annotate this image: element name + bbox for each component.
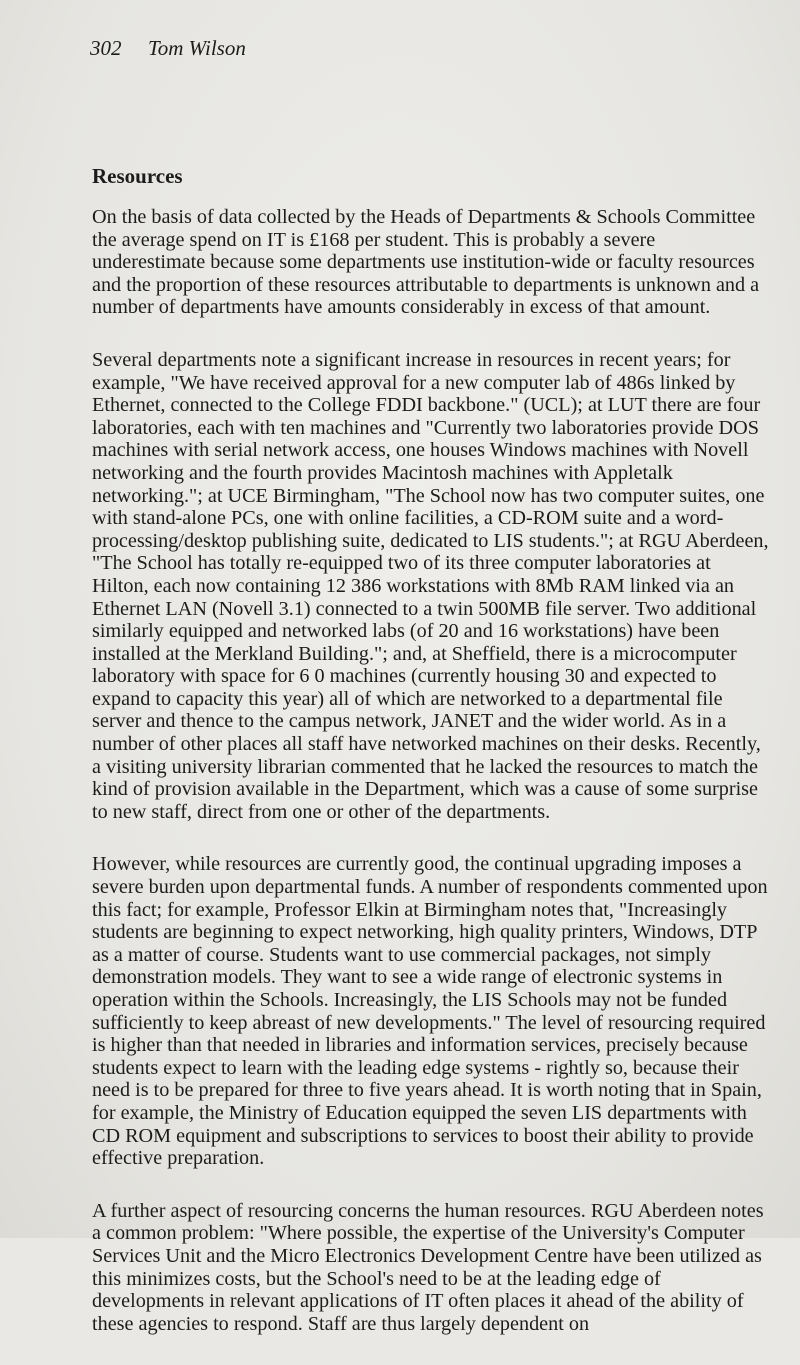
page-number: 302 xyxy=(90,36,122,60)
section-heading: Resources xyxy=(92,164,183,188)
paragraph: However, while resources are currently good, the continual upgrading imposes a severe burden upon departmental funds. A number of respondents commented upon this fact; for example, Professor Elkin at Birmingham notes that, "Increasingly students are beginning to expect networking, high quality printers, Windows, DTP as a matter of course. Students want to use commercial packages, not simply demonstration models. They want to see a wide range of electronic systems in operation within the Schools. Increasingly, the LIS Schools may not be funded sufficiently to keep abreast of new developments." The level of resourcing required is higher than that needed in libraries and information services, precisely because students expect to learn with the leading edge systems - rightly so, because their need is to be prepared for three to five years ahead. It is worth noting that in Spain, for example, the Ministry of Education equipped the seven LIS departments with CD ROM equipment and subscriptions to services to boost their ability to provide effective preparation. xyxy=(92,853,768,1170)
paragraph: Several departments note a significant increase in resources in recent years; for example, "We have received approval for a new computer lab of 486s linked by Ethernet, connected to the College FDDI backbone." (UCL); at LUT there are four laboratories, each with ten machines and "Currently two laboratories provide DOS machines with serial network access, one houses Windows machines with Novell networking and the fourth provides Macintosh machines with Appletalk networking."; at UCE Birmingham, "The School now has two computer suites, one with stand-alone PCs, one with online facilities, a CD-ROM suite and a word-processing/desktop publishing suite, dedicated to LIS students."; at RGU Aberdeen, "The School has totally re-equipped two of its three computer laboratories at Hilton, each now containing 12 386 workstations with 8Mb RAM linked via an Ethernet LAN (Novell 3.1) connected to a twin 500MB file server. Two additional similarly equipped and networked labs (of 20 and 16 workstations) have been installed at the Merkland Building."; and, at Sheffield, there is a microcomputer laboratory with space for 6 0 machines (currently housing 30 and expected to expand to capacity this year) all of which are networked to a departmental file server and thence to the campus network, JANET and the wider world. As in a number of other places all staff have networked machines on their desks. Recently, a visiting university librarian commented that he lacked the resources to match the kind of provision available in the Department, which was a cause of some surprise to new staff, direct from one or other of the departments. xyxy=(92,348,769,823)
running-head-author: Tom Wilson xyxy=(148,36,246,60)
body-text xyxy=(92,206,772,1365)
paragraph: A further aspect of resourcing concerns the human resources. RGU Aberdeen notes a common problem: "Where possible, the expertise of the University's Computer Services Unit and the Micro Electronics Development Centre have been utilized as this minimizes costs, but the School's need to be at the leading edge of developments in relevant applications of IT often places it ahead of the ability of these agencies to respond. Staff are thus largely dependent on xyxy=(92,1199,764,1335)
paragraph: On the basis of data collected by the Heads of Departments & Schools Committee the average spend on IT is £168 per student. This is probably a severe underestimate because some departments use institution-wide or faculty resources and the proportion of these resources attributable to departments is unknown and a number of departments have amounts considerably in excess of that amount. xyxy=(92,206,760,319)
running-head xyxy=(90,36,246,61)
